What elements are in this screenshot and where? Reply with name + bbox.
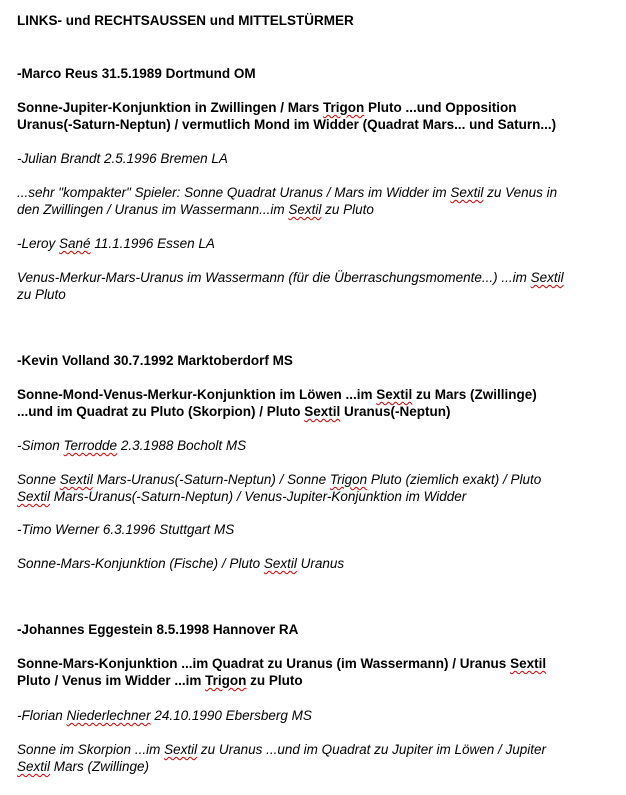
text-segment: ...und im Quadrat zu Pluto (Skorpion) / Pluto: [17, 404, 305, 419]
text-segment: 2.3.1988 Bocholt MS: [117, 438, 247, 453]
main-player-heading: -Kevin Volland 30.7.1992 Marktoberdorf MS: [17, 353, 293, 368]
text-segment: zu Venus in: [483, 185, 558, 200]
text-segment: -Simon: [17, 438, 64, 453]
text-segment: Pluto (ziemlich exakt) / Pluto: [367, 472, 542, 487]
player-aspect-line: [17, 488, 466, 505]
main-aspect-line: [17, 99, 516, 116]
text-segment: Mars-Uranus(-Saturn-Neptun) / Venus-Jupiter-Konjunktion im Widder: [50, 489, 467, 504]
player-aspect-line: [17, 471, 541, 488]
spellcheck-flagged-word: Trigon: [205, 673, 247, 688]
player-name-line: [17, 521, 234, 538]
main-player-heading: -Marco Reus 31.5.1989 Dortmund OM: [17, 66, 256, 81]
spellcheck-flagged-word: Trigon: [329, 472, 368, 487]
text-segment: den Zwillingen / Uranus im Wassermann...im: [17, 202, 289, 217]
player-aspect-line: [17, 269, 564, 286]
text-segment: Uranus: [296, 556, 345, 571]
text-segment: -Julian Brandt 2.5.1996 Bremen LA: [17, 151, 228, 166]
player-name-line: [17, 235, 215, 252]
player-name-line: [17, 437, 246, 454]
spellcheck-flagged-word: Terrodde: [63, 438, 118, 453]
text-segment: zu Mars (Zwillinge): [412, 387, 537, 402]
text-segment: Mars (Zwillinge): [50, 759, 150, 774]
text-segment: Uranus(-Saturn-Neptun) / vermutlich Mond im Widder (Quadrat Mars... und Saturn...): [17, 117, 557, 132]
player-name-line: [17, 150, 228, 167]
text-segment: 11.1.1996 Essen LA: [90, 236, 215, 251]
text-segment: Sonne im Skorpion ...im: [17, 742, 165, 757]
spellcheck-flagged-word: Sextil: [288, 202, 322, 217]
player-name-line: [17, 707, 312, 724]
spellcheck-flagged-word: Sextil: [17, 489, 51, 504]
spellcheck-flagged-word: Sextil: [263, 556, 297, 571]
text-segment: Sonne-Jupiter-Konjunktion in Zwillingen / Mars: [17, 100, 323, 115]
text-segment: -Leroy: [17, 236, 60, 251]
text-segment: Mars-Uranus(-Saturn-Neptun) / Sonne: [92, 472, 330, 487]
main-aspect-line: [17, 403, 451, 420]
page-title: LINKS- und RECHTSAUSSEN und MITTELSTÜRMER: [17, 13, 354, 28]
spellcheck-flagged-word: Sextil: [510, 656, 547, 671]
text-segment: zu Pluto: [246, 673, 303, 688]
text-segment: zu Uranus ...und im Quadrat zu Jupiter im Löwen / Jupiter: [197, 742, 547, 757]
player-aspect-line: [17, 184, 557, 201]
main-player-heading: -Johannes Eggestein 8.5.1998 Hannover RA: [17, 622, 299, 637]
spellcheck-flagged-word: Sextil: [304, 404, 341, 419]
spellcheck-flagged-word: Sextil: [530, 270, 564, 285]
text-segment: Venus-Merkur-Mars-Uranus im Wassermann (für die Überraschungsmomente...) ...im: [17, 270, 531, 285]
spellcheck-flagged-word: Sextil: [17, 759, 51, 774]
spellcheck-flagged-word: Sextil: [376, 387, 413, 402]
text-segment: zu Pluto: [17, 287, 66, 302]
spellcheck-flagged-word: Niederlechner: [66, 708, 151, 723]
text-segment: -Florian: [17, 708, 67, 723]
text-segment: zu Pluto: [321, 202, 374, 217]
player-aspect-line: [17, 286, 66, 303]
spellcheck-flagged-word: Trigon: [323, 100, 365, 115]
player-aspect-line: [17, 555, 344, 572]
main-aspect-line: [17, 655, 546, 672]
spellcheck-flagged-word: Sextil: [59, 472, 93, 487]
player-aspect-line: [17, 201, 374, 218]
main-aspect-line: [17, 116, 556, 133]
player-aspect-line: [17, 741, 546, 758]
player-aspect-line: [17, 758, 149, 775]
main-aspect-line: [17, 386, 537, 403]
text-segment: Sonne-Mars-Konjunktion (Fische) / Pluto: [17, 556, 264, 571]
text-segment: Uranus(-Neptun): [340, 404, 451, 419]
text-segment: Sonne-Mars-Konjunktion ...im Quadrat zu Uranus (im Wassermann) / Uranus: [17, 656, 511, 671]
text-segment: -Timo Werner 6.3.1996 Stuttgart MS: [17, 522, 235, 537]
text-segment: Pluto ...und Opposition: [364, 100, 517, 115]
main-aspect-line: [17, 672, 303, 689]
spellcheck-flagged-word: Sextil: [164, 742, 198, 757]
text-segment: ...sehr "kompakter" Spieler: Sonne Quadrat Uranus / Mars im Widder im: [17, 185, 451, 200]
text-segment: 24.10.1990 Ebersberg MS: [150, 708, 312, 723]
text-segment: Pluto / Venus im Widder ...im: [17, 673, 206, 688]
text-segment: Sonne-Mond-Venus-Merkur-Konjunktion im Löwen ...im: [17, 387, 377, 402]
text-segment: Sonne: [17, 472, 60, 487]
spellcheck-flagged-word: Sané: [59, 236, 91, 251]
spellcheck-flagged-word: Sextil: [450, 185, 484, 200]
